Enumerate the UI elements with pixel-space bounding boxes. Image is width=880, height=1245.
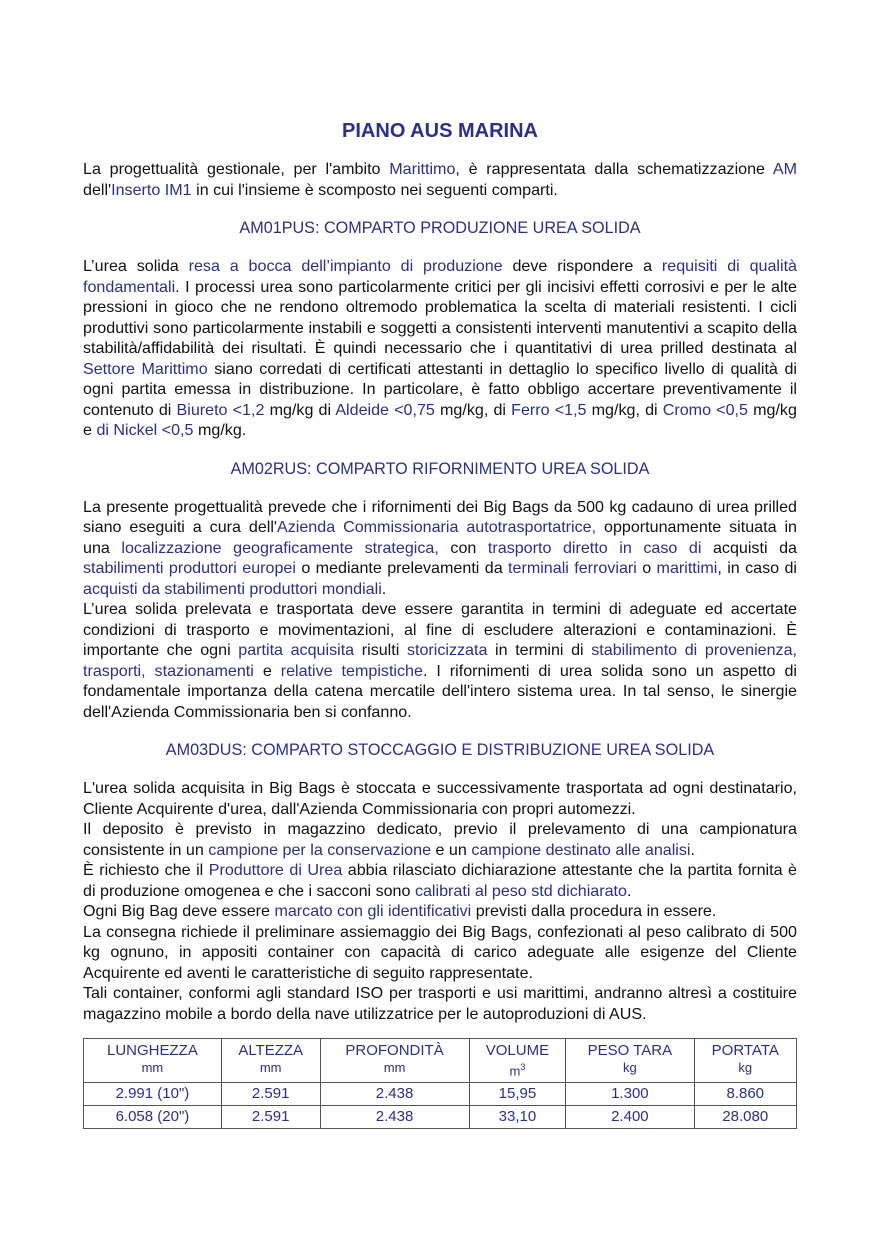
intro-text: , è rappresentata dalla schematizzazione — [455, 160, 773, 178]
highlight-text: relative tempistiche — [280, 661, 423, 680]
table-cell: 2.591 — [221, 1106, 320, 1129]
highlight-text: Produttore di Urea — [208, 861, 343, 879]
body-text: e — [253, 661, 281, 680]
section-heading-am02rus: AM02RUS: COMPARTO RIFORNIMENTO UREA SOLIDA — [230, 459, 650, 478]
section3-paragraph-5 — [83, 922, 797, 984]
highlight-text: Settore Marittimo — [83, 359, 208, 378]
header-unit-base: m — [509, 1063, 521, 1079]
highlight-text: stabilimento di provenienza, trasporti, stazionamenti — [83, 641, 798, 680]
body-text: È richiesto che il — [83, 861, 209, 879]
body-text: , in caso di — [717, 559, 797, 577]
body-text: con — [438, 538, 488, 557]
header-label: PORTATA — [711, 1042, 779, 1059]
table-cell: 2.400 — [566, 1106, 694, 1129]
body-text: abbia rilasciato dichiarazione attestante che la partita fornita è di produzione omogenea e che i sacconi sono — [83, 861, 797, 900]
container-spec-table — [83, 1038, 797, 1129]
body-text: . I processi urea sono particolarmente critici per gli incisivi effetti corrosivi e per le alte pressioni in gioco che ne rendono oltremodo problematica la scelta di materiali resistenti. I cicli produttivi sono particolarmente instabili e soggetti a consistenti interventi manutentivi a scapito della stabilità/affidabilità dei risultati. È quindi necessario che i quantitativi di urea prilled destinata al — [83, 277, 797, 357]
table-header-cell — [566, 1039, 694, 1083]
intro-highlight: Marittimo — [389, 160, 456, 178]
header-label: PESO TARA — [587, 1042, 673, 1059]
body-text: siano corredati di certificati attestanti in dettaglio lo specifico livello di qualità di ogni partita emessa in distribuzione. In particolare, è fatto obbligo accertare preventivamente il contenuto di — [83, 359, 797, 419]
highlight-text: campione destinato alle analisi — [471, 840, 691, 859]
section3-paragraph-4 — [83, 901, 797, 922]
body-text: in termini di — [487, 641, 592, 659]
intro-highlight: Inserto IM1 — [111, 180, 192, 199]
highlight-text: campione per la conservazione — [208, 840, 432, 859]
table-header-cell — [320, 1039, 469, 1083]
section3-paragraph-2 — [83, 819, 797, 860]
body-text: mg/kg, di — [434, 400, 512, 419]
highlight-text: Aldeide <0,75 — [335, 400, 435, 419]
body-text: La consegna richiede il preliminare assiemaggio dei Big Bags, confezionati al peso calibrato di 500 kg ognuno, in appositi container con capacità di carico adeguate alle esigenze del Cliente Acquirente ed aventi le caratteristiche di seguito rappresentate. — [83, 922, 797, 982]
body-text: o — [636, 559, 657, 577]
highlight-text: di Nickel <0,5 — [96, 421, 194, 439]
table-row — [84, 1106, 797, 1129]
table-cell: 2.438 — [320, 1083, 469, 1106]
header-unit: mm — [141, 1060, 164, 1075]
table-cell: 6.058 (20") — [84, 1106, 222, 1129]
highlight-text: marittimi — [656, 559, 718, 577]
body-text: . — [381, 579, 387, 598]
body-text: Il deposito è previsto in magazzino dedicato, previo il prelevamento di una campionatura consistente in un — [83, 820, 797, 859]
document-page — [83, 118, 797, 1129]
table-header-cell — [84, 1039, 222, 1083]
page-title: PIANO AUS MARINA — [342, 120, 538, 142]
body-text: . I rifornimenti di urea solida sono un aspetto di fondamentale importanza della catena mercatile dell'intero sistema urea. In tal senso, le sinergie dell'Azienda Commissionaria ben si confanno. — [83, 661, 797, 721]
table-cell: 2.438 — [320, 1106, 469, 1129]
header-unit: kg — [623, 1060, 637, 1075]
body-text: L'urea solida acquisita in Big Bags è stoccata e successivamente trasportata ad ogni destinatario, Cliente Acquirente d'urea, dall'Azienda Commissionaria con propri automezzi. — [83, 779, 797, 818]
highlight-text: Azienda Commissionaria autotrasportatrice, — [277, 518, 597, 536]
body-text: L’urea solida — [83, 257, 189, 275]
table-cell: 2.591 — [221, 1083, 320, 1106]
body-text: mg/kg e — [83, 400, 797, 439]
highlight-text: Biureto <1,2 — [176, 400, 265, 419]
section3-paragraph-1 — [83, 778, 797, 819]
body-text: La presente progettualità prevede che i rifornimenti dei Big Bags da 500 kg cadauno di urea prilled siano eseguiti a cura dell' — [83, 497, 797, 536]
header-label: PROFONDITÀ — [345, 1042, 444, 1059]
highlight-text: partita acquisita — [238, 641, 355, 659]
body-text: Ogni Big Bag deve essere — [83, 902, 275, 920]
highlight-text: storicizzata — [406, 641, 488, 659]
highlight-text: trasporto diretto in caso di — [487, 538, 702, 557]
section3-paragraph-6 — [83, 983, 797, 1024]
body-text: . — [690, 840, 695, 859]
table-cell: 28.080 — [694, 1106, 796, 1129]
highlight-text: resa a bocca dell’impianto di produzione — [188, 257, 503, 275]
body-text: opportunamente situata in una — [83, 518, 797, 557]
section1-paragraph — [83, 256, 797, 441]
intro-highlight: AM — [772, 160, 797, 178]
body-text: e un — [431, 840, 472, 859]
highlight-text: Cromo <0,5 — [662, 400, 748, 419]
body-text: mg/kg di — [264, 400, 336, 419]
body-text: . — [626, 881, 632, 900]
body-text: o mediante prelevamenti da — [295, 559, 509, 577]
table-header-row — [84, 1039, 797, 1083]
section2-paragraph — [83, 497, 797, 600]
body-text: mg/kg, di — [586, 400, 663, 419]
section2-paragraph-2 — [83, 599, 797, 722]
table-cell: 15,95 — [469, 1083, 566, 1106]
intro-paragraph — [83, 159, 797, 200]
body-text: mg/kg. — [193, 421, 247, 439]
body-text: deve rispondere a — [502, 257, 662, 275]
table-cell: 1.300 — [566, 1083, 694, 1106]
table-header-cell — [694, 1039, 796, 1083]
table-cell: 8.860 — [694, 1083, 796, 1106]
table-row — [84, 1083, 797, 1106]
highlight-text: Ferro <1,5 — [511, 400, 587, 419]
header-unit: mm — [383, 1060, 406, 1075]
intro-text: in cui l'insieme è scomposto nei seguenti comparti. — [191, 180, 558, 199]
header-unit — [470, 1060, 566, 1078]
highlight-text: requisiti di qualità fondamentali — [83, 257, 797, 296]
body-text: Tali container, conformi agli standard ISO per trasporti e usi marittimi, andranno altresì a costituire magazzino mobile a bordo della nave utilizzatrice per le autoproduzioni di AUS. — [83, 984, 797, 1023]
body-text: L’urea solida prelevata e trasportata deve essere garantita in termini di adeguate ed accertate condizioni di trasporto e movimentazioni, al fine di escludere alterazioni e contaminazioni. È importante che ogni — [83, 600, 797, 659]
intro-text: dell' — [83, 180, 112, 199]
section-heading-am03dus: AM03DUS: COMPARTO STOCCAGGIO E DISTRIBUZIONE UREA SOLIDA — [165, 741, 715, 759]
body-text: acquisti da — [701, 538, 797, 557]
header-label: ALTEZZA — [238, 1042, 304, 1059]
header-label: LUNGHEZZA — [107, 1042, 198, 1059]
highlight-text: acquisti da stabilimenti produttori mondiali — [83, 579, 382, 598]
header-unit-exponent: 3 — [520, 1062, 526, 1072]
body-text: previsti dalla procedura in essere. — [471, 902, 717, 920]
table-cell: 2.991 (10") — [84, 1083, 222, 1106]
highlight-text: stabilimenti produttori europei — [83, 559, 296, 577]
highlight-text: terminali ferroviari — [508, 559, 637, 577]
highlight-text: marcato con gli identificativi — [274, 902, 472, 920]
header-label: VOLUME — [485, 1042, 550, 1059]
highlight-text: calibrati al peso std dichiarato — [414, 881, 627, 900]
highlight-text: localizzazione geograficamente strategica, — [121, 538, 439, 557]
table-header-cell — [221, 1039, 320, 1083]
table-header-cell — [469, 1039, 566, 1083]
section3-paragraph-3 — [83, 860, 797, 901]
body-text: risulti — [354, 641, 407, 659]
section-heading-am01pus: AM01PUS: COMPARTO PRODUZIONE UREA SOLIDA — [239, 219, 641, 237]
intro-text: La progettualità gestionale, per l'ambito — [83, 160, 390, 178]
header-unit: kg — [738, 1060, 753, 1075]
table-cell: 33,10 — [469, 1106, 566, 1129]
header-unit: mm — [259, 1060, 282, 1075]
